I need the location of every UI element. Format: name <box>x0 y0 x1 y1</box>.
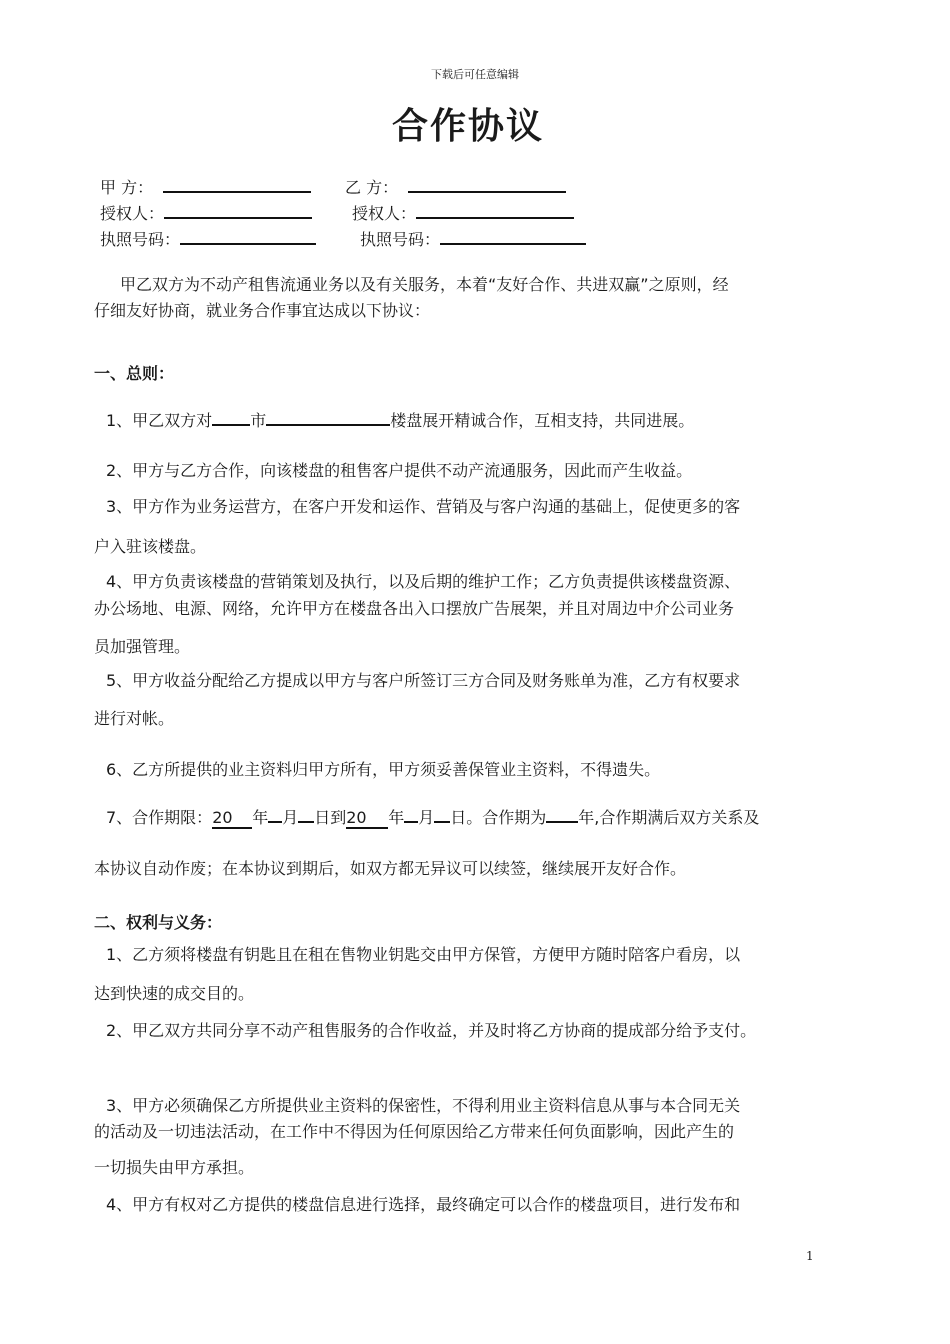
auth-a-blank <box>164 203 312 219</box>
s1-item-7-prefix: 7、合作期限： <box>106 808 213 827</box>
s1-item-1-project-blank <box>266 424 390 426</box>
s1-item-7-line-2: 本协议自动作废；在本协议到期后，如双方都无异议可以续签，继续展开友好合作。 <box>94 859 687 878</box>
s1-item-4-line-2: 办公场地、电源、网络，允许甲方在楼盘各出入口摆放广告展架，并且对周边中介公司业务 <box>94 599 735 618</box>
party-b-row <box>345 175 566 198</box>
section-1-heading: 一、总则： <box>94 364 175 383</box>
auth-b-row <box>352 201 574 224</box>
party-a-blank <box>163 177 311 193</box>
s2-item-3-line-2: 的活动及一切违法活动，在工作中不得因为任何原因给乙方带来任何负面影响，因此产生的 <box>94 1122 735 1141</box>
end-day-blank <box>434 821 450 823</box>
s1-item-1 <box>106 404 694 438</box>
s1-item-7-month-label-2: 月 <box>418 808 435 827</box>
party-a-row <box>100 175 311 198</box>
s1-item-7-day-to-label: 日到 <box>314 808 347 827</box>
s1-item-5-line-2: 进行对帐。 <box>94 709 175 728</box>
license-a-row <box>100 227 316 250</box>
s1-item-7-year-label-2: 年 <box>388 808 405 827</box>
party-b-blank <box>408 177 566 193</box>
s1-item-7-line-1 <box>106 801 759 835</box>
start-day-blank <box>298 821 314 823</box>
s2-item-3-line-1: 3、甲方必须确保乙方所提供业主资料的保密性，不得利用业主资料信息从事与本合同无关 <box>106 1096 741 1115</box>
s1-item-4-line-3: 员加强管理。 <box>94 637 191 656</box>
s1-item-4-line-1: 4、甲方负责该楼盘的营销策划及执行，以及后期的维护工作；乙方负责提供该楼盘资源、 <box>106 572 741 591</box>
s1-item-3-line-2: 户入驻该楼盘。 <box>94 537 207 556</box>
intro-line-2: 仔细友好协商，就业务合作事宜达成以下协议： <box>94 301 431 320</box>
party-a-label: 甲 方： <box>100 178 154 197</box>
document-title: 合作协议 <box>391 105 544 147</box>
s1-item-1-part-1: 1、甲乙双方对 <box>106 411 213 430</box>
s1-item-3-line-1: 3、甲方作为业务运营方，在客户开发和运作、营销及与客户沟通的基础上，促使更多的客 <box>106 497 741 516</box>
license-a-label: 执照号码： <box>100 230 181 249</box>
license-b-blank <box>440 229 586 245</box>
s2-item-1-line-1: 1、乙方须将楼盘有钥匙且在租在售物业钥匙交由甲方保管，方便甲方随时陪客户看房，以 <box>106 945 741 964</box>
s1-item-6: 6、乙方所提供的业主资料归甲方所有，甲方须妥善保管业主资料，不得遗失。 <box>106 760 661 779</box>
license-b-row <box>360 227 586 250</box>
s1-item-7-tail: 年,合作期满后双方关系及 <box>578 808 760 827</box>
page-number: 1 <box>806 1249 814 1263</box>
auth-b-label: 授权人： <box>352 204 417 223</box>
start-year-field: 20 <box>212 809 252 829</box>
s1-item-7-month-label: 月 <box>282 808 299 827</box>
section-2-heading: 二、权利与义务： <box>94 913 223 932</box>
s1-item-7-year-label: 年 <box>252 808 269 827</box>
s1-item-7-term-label: 日。合作期为 <box>450 808 547 827</box>
party-b-label: 乙 方： <box>345 178 399 197</box>
start-month-blank <box>268 821 282 823</box>
s2-item-4-line-1: 4、甲方有权对乙方提供的楼盘信息进行选择，最终确定可以合作的楼盘项目，进行发布和 <box>106 1195 741 1214</box>
auth-a-label: 授权人： <box>100 204 165 223</box>
header-note: 下载后可任意编辑 <box>431 68 519 81</box>
s2-item-2: 2、甲乙双方共同分享不动产租售服务的合作收益，并及时将乙方协商的提成部分给予支付。 <box>106 1021 757 1040</box>
end-month-blank <box>404 821 418 823</box>
s2-item-1-line-2: 达到快速的成交目的。 <box>94 984 255 1003</box>
license-a-blank <box>180 229 316 245</box>
license-b-label: 执照号码： <box>360 230 441 249</box>
intro-line-1: 甲乙双方为不动产租售流通业务以及有关服务，本着“友好合作、共进双赢”之原则，经 <box>120 275 729 294</box>
auth-b-blank <box>416 203 574 219</box>
auth-a-row <box>100 201 312 224</box>
end-year-field: 20 <box>346 809 388 829</box>
s2-item-3-line-3: 一切损失由甲方承担。 <box>94 1158 255 1177</box>
s1-item-5-line-1: 5、甲方收益分配给乙方提成以甲方与客户所签订三方合同及财务账单为准，乙方有权要求 <box>106 671 741 690</box>
term-years-blank <box>546 821 578 823</box>
s1-item-1-part-2: 市 <box>250 411 267 430</box>
s1-item-2: 2、甲方与乙方合作，向该楼盘的租售客户提供不动产流通服务，因此而产生收益。 <box>106 461 693 480</box>
s1-item-1-part-3: 楼盘展开精诚合作，互相支持，共同进展。 <box>390 411 695 430</box>
s1-item-1-city-blank <box>212 424 250 426</box>
